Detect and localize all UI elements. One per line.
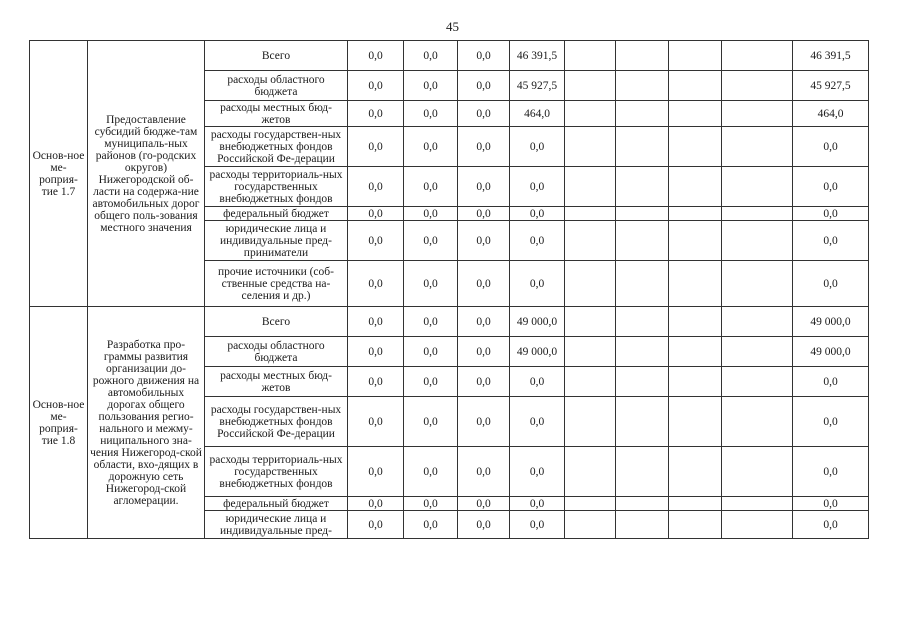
empty-cell bbox=[565, 447, 616, 497]
value-cell: 0,0 bbox=[458, 207, 510, 221]
value-cell: 0,0 bbox=[510, 221, 565, 261]
value-cell: 0,0 bbox=[404, 307, 458, 337]
empty-cell bbox=[616, 71, 669, 101]
empty-cell bbox=[565, 497, 616, 511]
total-cell: 0,0 bbox=[793, 261, 869, 307]
value-cell: 0,0 bbox=[404, 447, 458, 497]
value-cell: 0,0 bbox=[458, 41, 510, 71]
value-cell: 49 000,0 bbox=[510, 307, 565, 337]
source-cell: расходы территориаль-ных государственных внебюджетных фондов bbox=[205, 167, 348, 207]
event-cell: Основ-ное ме-роприя-тие 1.8 bbox=[30, 307, 88, 539]
total-cell: 45 927,5 bbox=[793, 71, 869, 101]
total-cell: 0,0 bbox=[793, 447, 869, 497]
empty-cell bbox=[565, 367, 616, 397]
value-cell: 0,0 bbox=[458, 261, 510, 307]
value-cell: 0,0 bbox=[510, 397, 565, 447]
source-cell: расходы местных бюд-жетов bbox=[205, 101, 348, 127]
empty-cell bbox=[722, 261, 793, 307]
value-cell: 0,0 bbox=[348, 367, 404, 397]
value-cell: 0,0 bbox=[458, 101, 510, 127]
source-cell: расходы областного бюджета bbox=[205, 337, 348, 367]
empty-cell bbox=[565, 337, 616, 367]
empty-cell bbox=[722, 511, 793, 539]
empty-cell bbox=[565, 41, 616, 71]
value-cell: 0,0 bbox=[510, 207, 565, 221]
value-cell: 0,0 bbox=[404, 497, 458, 511]
empty-cell bbox=[565, 71, 616, 101]
empty-cell bbox=[722, 397, 793, 447]
empty-cell bbox=[722, 101, 793, 127]
total-cell: 0,0 bbox=[793, 367, 869, 397]
empty-cell bbox=[565, 221, 616, 261]
empty-cell bbox=[722, 167, 793, 207]
empty-cell bbox=[616, 497, 669, 511]
source-cell: расходы государствен-ных внебюджетных фондов Российской Фе-дерации bbox=[205, 397, 348, 447]
value-cell: 0,0 bbox=[510, 447, 565, 497]
total-cell: 0,0 bbox=[793, 511, 869, 539]
value-cell: 0,0 bbox=[510, 167, 565, 207]
value-cell: 0,0 bbox=[348, 71, 404, 101]
source-cell: юридические лица и индивидуальные пред- bbox=[205, 511, 348, 539]
page-number: 45 bbox=[446, 19, 459, 34]
description-cell: Разработка про-граммы развития организации до-рожного движения на автомобильных дорогах общего пользования регио-нального и межму-ниципального зна-чения Нижегород-ской области, вхо-дящих в дорожную сеть Нижегород-ской агломерации. bbox=[88, 307, 205, 539]
value-cell: 0,0 bbox=[458, 71, 510, 101]
empty-cell bbox=[616, 307, 669, 337]
empty-cell bbox=[669, 41, 722, 71]
empty-cell bbox=[565, 307, 616, 337]
empty-cell bbox=[669, 511, 722, 539]
value-cell: 0,0 bbox=[458, 127, 510, 167]
table-row bbox=[30, 41, 869, 71]
value-cell: 0,0 bbox=[404, 127, 458, 167]
empty-cell bbox=[565, 207, 616, 221]
value-cell: 464,0 bbox=[510, 101, 565, 127]
source-cell: расходы местных бюд-жетов bbox=[205, 367, 348, 397]
description-cell: Предоставление субсидий бюдже-там муниципаль-ных районов (го-родских округов) Нижегородской об-ласти на содержа-ние автомобильных дорог общего поль-зования местного значения bbox=[88, 41, 205, 307]
empty-cell bbox=[669, 71, 722, 101]
empty-cell bbox=[669, 447, 722, 497]
value-cell: 0,0 bbox=[510, 367, 565, 397]
value-cell: 0,0 bbox=[458, 167, 510, 207]
empty-cell bbox=[722, 367, 793, 397]
value-cell: 0,0 bbox=[404, 101, 458, 127]
empty-cell bbox=[616, 367, 669, 397]
value-cell: 0,0 bbox=[348, 511, 404, 539]
empty-cell bbox=[616, 127, 669, 167]
empty-cell bbox=[722, 447, 793, 497]
value-cell: 0,0 bbox=[348, 307, 404, 337]
source-cell: расходы территориаль-ных государственных внебюджетных фондов bbox=[205, 447, 348, 497]
total-cell: 464,0 bbox=[793, 101, 869, 127]
value-cell: 0,0 bbox=[348, 41, 404, 71]
empty-cell bbox=[565, 397, 616, 447]
value-cell: 0,0 bbox=[348, 397, 404, 447]
source-cell: юридические лица и индивидуальные пред-приниматели bbox=[205, 221, 348, 261]
value-cell: 0,0 bbox=[404, 337, 458, 367]
total-cell: 0,0 bbox=[793, 221, 869, 261]
source-cell: Всего bbox=[205, 41, 348, 71]
total-cell: 0,0 bbox=[793, 127, 869, 167]
total-cell: 49 000,0 bbox=[793, 337, 869, 367]
empty-cell bbox=[616, 261, 669, 307]
source-cell: расходы государствен-ных внебюджетных фондов Российской Фе-дерации bbox=[205, 127, 348, 167]
value-cell: 0,0 bbox=[404, 261, 458, 307]
total-cell: 0,0 bbox=[793, 167, 869, 207]
value-cell: 0,0 bbox=[510, 261, 565, 307]
empty-cell bbox=[669, 127, 722, 167]
empty-cell bbox=[616, 221, 669, 261]
empty-cell bbox=[616, 397, 669, 447]
value-cell: 45 927,5 bbox=[510, 71, 565, 101]
value-cell: 0,0 bbox=[404, 167, 458, 207]
value-cell: 0,0 bbox=[348, 127, 404, 167]
empty-cell bbox=[565, 261, 616, 307]
value-cell: 0,0 bbox=[458, 447, 510, 497]
empty-cell bbox=[669, 397, 722, 447]
value-cell: 0,0 bbox=[458, 337, 510, 367]
empty-cell bbox=[722, 337, 793, 367]
value-cell: 0,0 bbox=[348, 497, 404, 511]
empty-cell bbox=[616, 167, 669, 207]
empty-cell bbox=[616, 511, 669, 539]
empty-cell bbox=[722, 497, 793, 511]
total-cell: 49 000,0 bbox=[793, 307, 869, 337]
source-cell: Всего bbox=[205, 307, 348, 337]
empty-cell bbox=[669, 261, 722, 307]
value-cell: 46 391,5 bbox=[510, 41, 565, 71]
value-cell: 0,0 bbox=[404, 71, 458, 101]
event-cell: Основ-ное ме-роприя-тие 1.7 bbox=[30, 41, 88, 307]
value-cell: 0,0 bbox=[348, 207, 404, 221]
table-body bbox=[30, 41, 869, 539]
total-cell: 0,0 bbox=[793, 207, 869, 221]
budget-table bbox=[29, 40, 869, 539]
value-cell: 49 000,0 bbox=[510, 337, 565, 367]
empty-cell bbox=[669, 367, 722, 397]
empty-cell bbox=[669, 167, 722, 207]
empty-cell bbox=[616, 41, 669, 71]
value-cell: 0,0 bbox=[348, 101, 404, 127]
value-cell: 0,0 bbox=[458, 307, 510, 337]
value-cell: 0,0 bbox=[348, 221, 404, 261]
empty-cell bbox=[616, 101, 669, 127]
total-cell: 46 391,5 bbox=[793, 41, 869, 71]
value-cell: 0,0 bbox=[404, 41, 458, 71]
source-cell: федеральный бюджет bbox=[205, 207, 348, 221]
value-cell: 0,0 bbox=[348, 261, 404, 307]
value-cell: 0,0 bbox=[458, 367, 510, 397]
value-cell: 0,0 bbox=[510, 497, 565, 511]
empty-cell bbox=[722, 307, 793, 337]
table-row bbox=[30, 307, 869, 337]
source-cell: федеральный бюджет bbox=[205, 497, 348, 511]
value-cell: 0,0 bbox=[404, 367, 458, 397]
value-cell: 0,0 bbox=[404, 511, 458, 539]
value-cell: 0,0 bbox=[348, 447, 404, 497]
empty-cell bbox=[565, 511, 616, 539]
empty-cell bbox=[565, 127, 616, 167]
value-cell: 0,0 bbox=[404, 221, 458, 261]
total-cell: 0,0 bbox=[793, 397, 869, 447]
empty-cell bbox=[669, 207, 722, 221]
value-cell: 0,0 bbox=[458, 397, 510, 447]
empty-cell bbox=[565, 167, 616, 207]
empty-cell bbox=[722, 207, 793, 221]
empty-cell bbox=[565, 101, 616, 127]
empty-cell bbox=[616, 207, 669, 221]
empty-cell bbox=[669, 337, 722, 367]
empty-cell bbox=[722, 127, 793, 167]
empty-cell bbox=[669, 307, 722, 337]
total-cell: 0,0 bbox=[793, 497, 869, 511]
empty-cell bbox=[669, 221, 722, 261]
value-cell: 0,0 bbox=[348, 167, 404, 207]
value-cell: 0,0 bbox=[458, 221, 510, 261]
value-cell: 0,0 bbox=[510, 127, 565, 167]
source-cell: расходы областного бюджета bbox=[205, 71, 348, 101]
empty-cell bbox=[669, 101, 722, 127]
empty-cell bbox=[722, 71, 793, 101]
value-cell: 0,0 bbox=[348, 337, 404, 367]
value-cell: 0,0 bbox=[458, 497, 510, 511]
value-cell: 0,0 bbox=[458, 511, 510, 539]
empty-cell bbox=[722, 41, 793, 71]
empty-cell bbox=[616, 337, 669, 367]
empty-cell bbox=[722, 221, 793, 261]
value-cell: 0,0 bbox=[510, 511, 565, 539]
empty-cell bbox=[616, 447, 669, 497]
value-cell: 0,0 bbox=[404, 397, 458, 447]
empty-cell bbox=[669, 497, 722, 511]
value-cell: 0,0 bbox=[404, 207, 458, 221]
source-cell: прочие источники (соб-ственные средства на-селения и др.) bbox=[205, 261, 348, 307]
